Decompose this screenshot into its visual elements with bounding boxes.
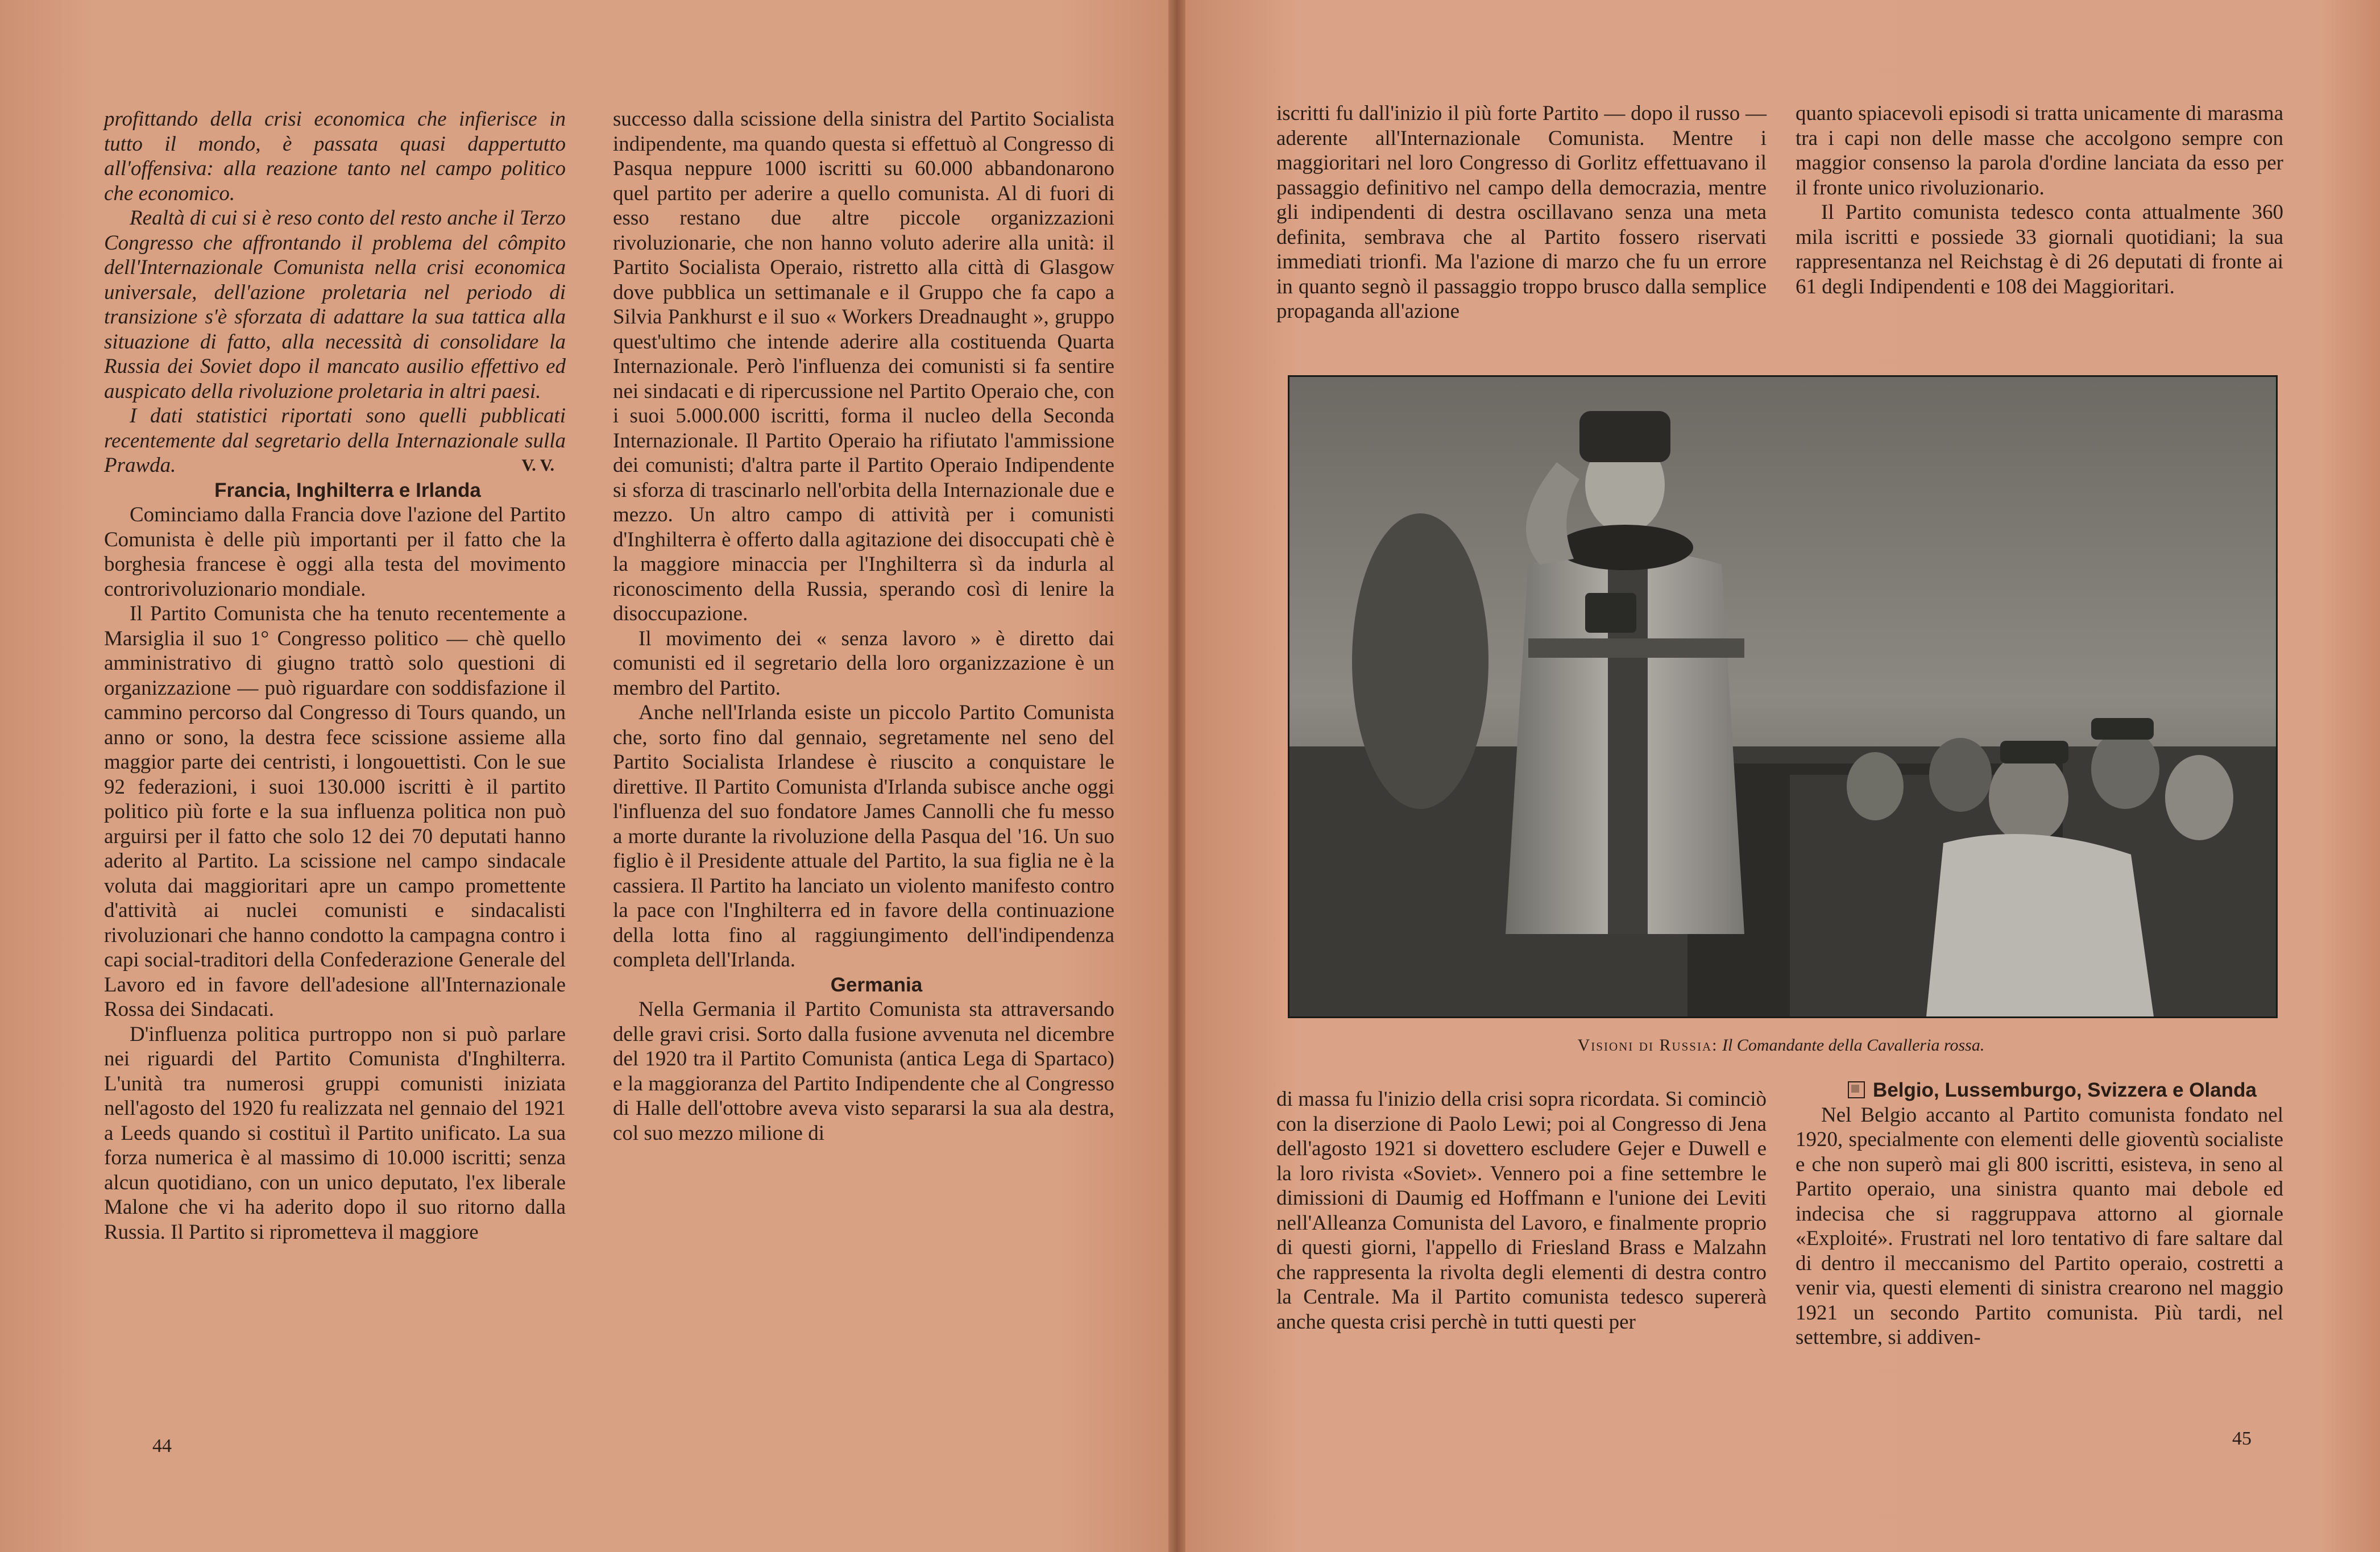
book-gutter [1168, 0, 1185, 1552]
section-heading-text: Belgio, Lussemburgo, Svizzera e Olanda [1873, 1079, 2257, 1101]
paragraph: di massa fu l'inizio della crisi sopra ricordata. Si cominciò con la diserzione di Paolo Lewi; poi al Congresso di Jena dell'agosto 1921 si dovettero escludere Gejer e Duwell e la loro rivista «Soviet». Vennero poi a fine settembre le dimissioni di Daumig ed Hoffmann e l'unione dei Leviti nell'Alleanza Comunista del Lavoro, e finalmente proprio di questi giorni, l'appello di Friesland Brass e Malzahn che rappresenta la rivolta degli elementi di destra contro la Centrale. Ma il Partito comunista tedesco supererà anche questa crisi perchè in tutti questi per [1276, 1088, 1767, 1334]
caption-text: Il Comandante della Cavalleria rossa. [1722, 1036, 1985, 1055]
paragraph-text: I dati statistici riportati sono quelli pubblicati recentemente dal segretario della Internazionale sulla Prawda. [104, 404, 566, 477]
photo-illustration [1289, 377, 2276, 1016]
page-number: 44 [152, 1435, 172, 1456]
signature: V. V. [521, 456, 554, 475]
paragraph: Il Partito Comunista che ha tenuto recentemente a Marsiglia il suo 1° Congresso politico — chè quello amministrativo di giugno trattò solo questioni di organizzazione — può riguardare con soddisfazione il cammino percorso dal Congresso di Tours quando, un anno or sono, la destra fece scissione assieme alla maggior parte dei centristi, i longouettisti. Con le sue 92 federazioni, i suoi 130.000 iscritti è il partito politico più forte e la sua influenza politica non può arguirsi per il fatto che solo 12 dei 70 deputati hanno aderito al Partito. La scissione nel campo sindacale voluta dai maggioritari apre un campo promettente d'attività ai nuclei comunisti e sindacalisti rivoluzionari che hanno condotto la campagna contro i capi social-traditori della Confederazione Generale del Lavoro ed in favore dell'adesione all'Internazionale Rossa dei Sindacati. [104, 602, 566, 1021]
paragraph: Realtà di cui si è reso conto del resto anche il Terzo Congresso che affrontando il problema del cômpito dell'Internazionale Comunista nella crisi economica universale, dell'azione proletaria nel periodo di transizione s'è sforzata di adattare la sua tattica alla situazione di fatto, alla necessità di consolidare la Russia dei Soviet dopo il mancato ausilio effettivo ed auspicato della rivoluzione proletaria in altri paesi. [104, 206, 566, 403]
paragraph: Cominciamo dalla Francia dove l'azione del Partito Comunista è delle più importanti per il fatto che la borghesia francese è oggi alla testa del movimento controrivoluzionario mondiale. [104, 503, 566, 601]
section-heading: Germania [830, 973, 923, 996]
caption-prefix: Visioni di Russia: [1577, 1036, 1718, 1055]
paragraph [104, 404, 566, 478]
paragraph: quanto spiacevoli episodi si tratta unicamente di marasma tra i capi non delle masse che accolgono sempre con maggior consenso la parola d'ordine lanciata da esso per il fronte unico rivoluzionario. [1796, 102, 2283, 200]
paragraph: successo dalla scissione della sinistra del Partito Socialista indipendente, ma quando questa si effettuò al Congresso di Pasqua neppure 1000 iscritti su 60.000 abbandonarono quel partito per aderire a quello comunista. Al di fuori di esso restano due altre piccole organizzazioni rivoluzionarie, che non hanno voluto aderire alla unità: il Partito Socialista Operaio, ristretto alla città di Glasgow dove pubblica un settimanale e il Gruppo che fa capo a Silvia Pankhurst e il suo « Workers Dreadnaught », gruppo quest'ultimo che intende aderire alla costituenda Quarta Internazionale. Però l'influenza dei comunisti si fa sentire nei sindacati e di ripercussione nel Partito Operaio che, con i suoi 5.000.000 iscritti, forma il nucleo della Seconda Internazionale. Il Partito Operaio ha rifiutato l'ammissione dei comunisti; d'altra parte il Partito Operaio Indipendente si sforza di trascinarlo nell'orbita della Internazionale due e mezzo. Un altro campo di attività per i comunisti d'Inghilterra è offerto dalla agitazione dei disoccupati chè è la maggiore minaccia per l'Inghilterra sì da indurla al riconoscimento della Russia, sperando così di lenire la disoccupazione. [613, 107, 1114, 625]
page-number: 45 [2232, 1428, 2252, 1449]
paragraph: Il movimento dei « senza lavoro » è diretto dai comunisti ed il segretario della loro organizzazione è un membro del Partito. [613, 626, 1114, 700]
left-column-1 [104, 107, 566, 1244]
paragraph: Nella Germania il Partito Comunista sta attraversando delle gravi crisi. Sorto dalla fusione avvenuta nel dicembre del 1920 tra il Partito Comunista (antica Lega di Spartaco) e la maggioranza del Partito Indipendente che al Congresso di Halle dell'ottobre aveva visto separarsi la sua ala destra, col suo mezzo milione di [613, 998, 1114, 1145]
section-heading: Francia, Inghilterra e Irlanda [214, 479, 481, 501]
paragraph: iscritti fu dall'inizio il più forte Partito — dopo il russo — aderente all'Internazionale Comunista. Mentre i maggioritari nel loro Congresso di Gorlitz effettuavano il passaggio definitivo nel campo della democrazia, mentre gli indipendenti di destra oscillavano senza una meta definita, sembrava che al Partito fossero riservati immediati trionfi. Ma l'azione di marzo che fu un errore in quanto segnò il passaggio troppo brusco dalla semplice propaganda all'azione [1276, 102, 1767, 323]
paragraph: profittando della crisi economica che infierisce in tutto il mondo, è passata quasi dappertutto all'offensiva: alla reazione tanto nel campo politico che economico. [104, 107, 566, 205]
paragraph: Anche nell'Irlanda esiste un piccolo Partito Comunista che, sorto fino dal gennaio, segretamente nel seno del Partito Socialista Irlandese è riuscito a conquistare le direttive. Il Partito Comunista d'Irlanda subisce anche oggi l'influenza del suo fondatore James Cannolli che fu messo a morte durante la rivoluzione della Pasqua del '16. Un suo figlio è il Presidente attuale del Partito, la sua figlia ne è la cassiera. Il Partito ha lanciato un violento manifesto contro la pace con l'Inghilterra ed in favore della continuazione della lotta fino al raggiungimento dell'indipendenza completa dell'Irlanda. [613, 701, 1114, 972]
section-heading [1796, 1078, 2283, 1103]
photo-caption [1288, 1036, 2274, 1055]
right-column-2-top [1796, 101, 2283, 299]
right-column-1-bottom [1276, 1087, 1767, 1334]
paragraph: Il Partito comunista tedesco conta attualmente 360 mila iscritti e possiede 33 giornali quotidiani; la sua rappresentanza nel Reichstag è di 26 deputati di fronte ai 61 degli Indipendenti e 108 dei Maggioritari. [1796, 201, 2283, 298]
paragraph: Nel Belgio accanto al Partito comunista fondato nel 1920, specialmente con elementi delle gioventù socialiste e che non superò mai gli 800 iscritti, esisteva, in seno al Partito operaio, una sinistra quanto mai debole ed indecisa che si raggruppava attorno al giornale «Exploité». Frustrati nel loro tentativo di fare saltare dal di dentro il meccanismo del Partito operaio, costretti a venir via, questi elementi di sinistra crearono nel maggio 1921 un secondo Partito comunista. Più tardi, nel settembre, si addiven- [1796, 1103, 2283, 1349]
flag-icon [1848, 1081, 1865, 1098]
left-column-2 [613, 107, 1114, 1146]
right-column-1-top [1276, 101, 1767, 324]
right-column-2-bottom [1796, 1074, 2283, 1350]
paragraph: D'influenza politica purtroppo non si può parlare nei riguardi del Partito Comunista d'Inghilterra. L'unità tra numerosi gruppi comunisti iniziata nell'agosto del 1920 fu realizzata nel gennaio del 1921 a Leeds quando si costituì il Partito unificato. La sua forza numerica è al massimo di 10.000 iscritti; senza alcun quotidiano, con un unico deputato, l'ex liberale Malone che vi ha aderito dopo il suo ritorno dalla Russia. Il Partito si riprometteva il maggiore [104, 1022, 566, 1244]
photograph-commander [1288, 375, 2278, 1018]
